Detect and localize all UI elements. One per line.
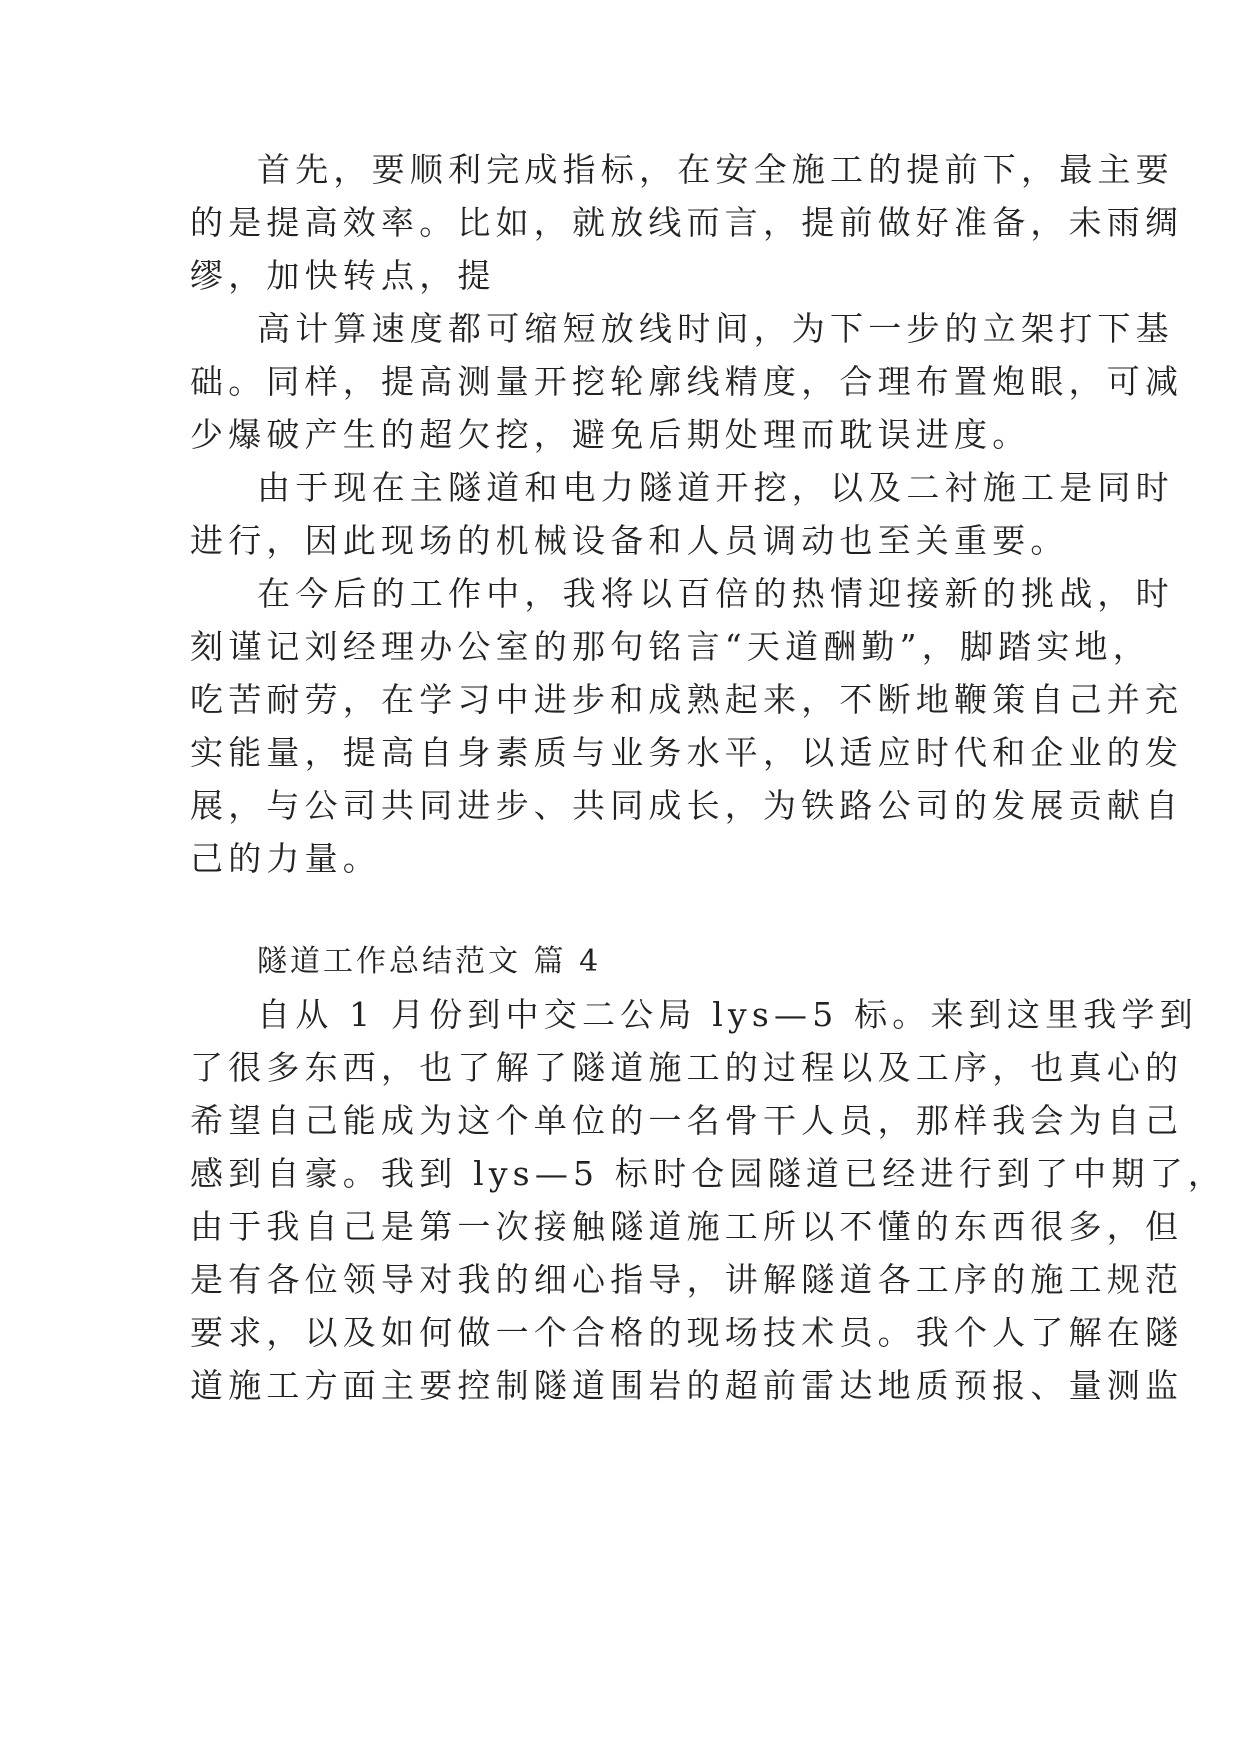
paragraph-line: 了很多东西，也了解了隧道施工的过程以及工序，也真心的 [190,1048,1184,1087]
paragraph-line: 少爆破产生的超欠挖，避免后期处理而耽误进度。 [190,415,1031,454]
paragraph-line: 缪，加快转点，提 [190,256,496,295]
paragraph-line: 是有各位领导对我的细心指导，讲解隧道各工序的施工规范 [190,1260,1184,1299]
paragraph-line: 展，与公司共同进步、共同成长，为铁路公司的发展贡献自 [190,786,1184,825]
paragraph-line: 由于现在主隧道和电力隧道开挖，以及二衬施工是同时 [257,468,1174,507]
paragraph-line: 由于我自己是第一次接触隧道施工所以不懂的东西很多，但 [190,1207,1184,1246]
paragraph-line: 础。同样，提高测量开挖轮廓线精度，合理布置炮眼，可减 [190,362,1184,401]
section-heading: 隧道工作总结范文 篇 4 [257,944,602,979]
paragraph-line: 刻谨记刘经理办公室的那句铭言“天道酬勤”，脚踏实地， [190,627,1151,666]
paragraph-line: 道施工方面主要控制隧道围岩的超前雷达地质预报、量测监 [190,1366,1184,1405]
paragraph-line: 在今后的工作中，我将以百倍的热情迎接新的挑战，时 [257,574,1174,613]
paragraph-line: 自从 1 月份到中交二公局 lys—5 标。来到这里我学到 [257,995,1198,1034]
paragraph-line: 吃苦耐劳，在学习中进步和成熟起来，不断地鞭策自己并充 [190,680,1184,719]
paragraph-line: 希望自己能成为这个单位的一名骨干人员，那样我会为自己 [190,1101,1184,1140]
paragraph-line: 实能量，提高自身素质与业务水平，以适应时代和企业的发 [190,733,1184,772]
paragraph-line: 感到自豪。我到 lys—5 标时仓园隧道已经进行到了中期了， [190,1154,1227,1193]
paragraph-line: 首先，要顺利完成指标，在安全施工的提前下，最主要 [257,150,1174,189]
paragraph-line: 要求，以及如何做一个合格的现场技术员。我个人了解在隧 [190,1313,1184,1352]
paragraph-line: 的是提高效率。比如，就放线而言，提前做好准备，未雨绸 [190,203,1184,242]
paragraph-line: 高计算速度都可缩短放线时间，为下一步的立架打下基 [257,309,1174,348]
paragraph-line: 进行，因此现场的机械设备和人员调动也至关重要。 [190,521,1069,560]
paragraph-line: 己的力量。 [190,839,381,878]
